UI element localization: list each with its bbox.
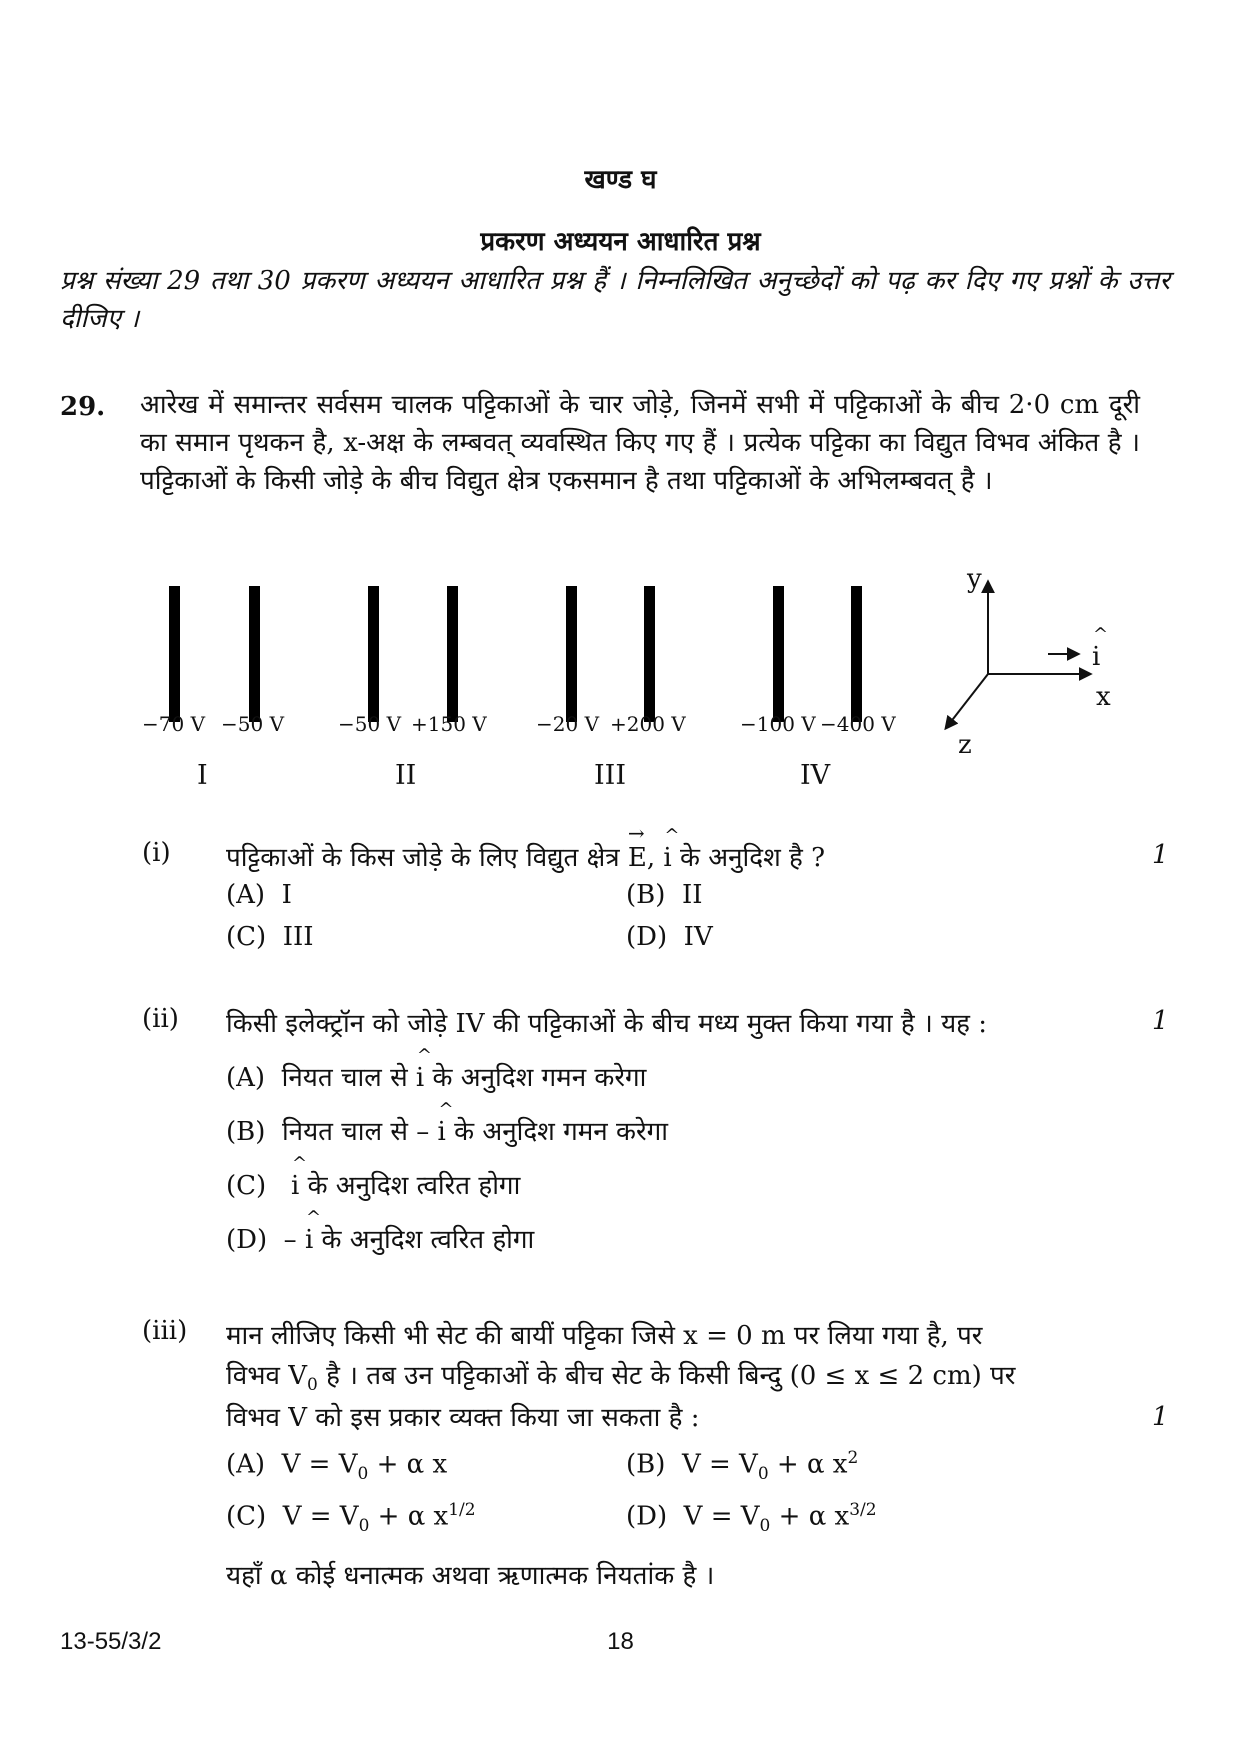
option-d: (D) $V = V_0 + \alpha$ $x^{3/2}$ — [626, 1500, 877, 1536]
plate-IV-right — [851, 586, 862, 722]
option-a: (A) नियत चाल से ^ i के अनुदिश गमन करेगा — [226, 1058, 646, 1094]
marks: 1 — [1152, 1006, 1169, 1036]
marks: 1 — [1152, 840, 1169, 870]
y-axis-label: y — [967, 564, 982, 594]
question-text: आरेख में समान्तर सर्वसम चालक पट्टिकाओं के चार जोड़े, जिनमें सभी में पट्टिकाओं के बीच 2·0 cm दूरी का समान पृथकन है, x-अक्ष के लम्बवत् व्यवस्थित किए गए हैं । प्रत्येक पट्टिका का विद्युत विभव अंकित है । पट्टिकाओं के किसी जोड़े के बीच विद्युत क्षेत्र एकसमान है तथा पट्टिकाओं के अभिलम्बवत् है । — [140, 390, 1140, 496]
sub-i-question — [226, 838, 825, 874]
z-axis — [946, 674, 988, 728]
option-b: (B) II — [626, 880, 703, 910]
option-a: (A) I — [226, 880, 292, 910]
sub-ii-label: (ii) — [142, 1004, 179, 1034]
voltage-label: −100 V — [740, 712, 816, 736]
sub-i-label: (i) — [142, 838, 171, 868]
sub-iii-line2: विभव $V_0$ है । तब उन पट्टिकाओं के बीच सेट के किसी बिन्दु (0 ≤ x ≤ 2 cm) पर — [226, 1361, 1016, 1396]
x-axis-label: x — [1096, 682, 1111, 712]
plate-III-left — [566, 586, 577, 722]
unit-vector-label: ^ i — [1092, 642, 1100, 672]
sub-ii-question: किसी इलेक्ट्रॉन को जोड़े IV की पट्टिकाओं के बीच मध्य मुक्त किया गया है । यह : — [226, 1009, 987, 1039]
plate-I-right — [249, 586, 260, 722]
pair-label: II — [395, 760, 417, 791]
option-b: (B) नियत चाल से – ^ i के अनुदिश गमन करेगा — [226, 1112, 668, 1148]
comma: , — [646, 843, 656, 873]
plate-II-right — [447, 586, 458, 722]
pair-label: IV — [800, 760, 831, 791]
option-b: (B) $V = V_0 + \alpha$ $x^2$ — [626, 1448, 859, 1484]
sub-iii-line1: मान लीजिए किसी भी सेट की बायीं पट्टिका जिसे x = 0 m पर लिया गया है, पर — [226, 1321, 983, 1351]
voltage-label: −20 V — [536, 712, 600, 736]
paper-code: 13-55/3/2 — [60, 1628, 162, 1655]
voltage-label: +200 V — [610, 712, 686, 736]
pair-label: III — [594, 760, 626, 791]
unit-vector-i: ^ i — [663, 843, 671, 873]
option-a: (A) $V = V_0 + \alpha$ x — [226, 1449, 448, 1484]
question-number: 29. — [60, 392, 106, 422]
vector-e: → E — [628, 843, 647, 873]
section-instruction: प्रश्न संख्या 29 तथा 30 प्रकरण अध्ययन आधारित प्रश्न हैं । निम्नलिखित अनुच्छेदों को पढ़ कर दिए गए प्रश्नों के उत्तर दीजिए । — [60, 266, 1170, 334]
option-c: (C) ^ i के अनुदिश त्वरित होगा — [226, 1166, 520, 1202]
option-c: (C) III — [226, 922, 314, 952]
plate-IV-left — [773, 586, 784, 722]
plate-I-left — [169, 586, 180, 722]
voltage-label: +150 V — [411, 712, 487, 736]
marks: 1 — [1152, 1402, 1169, 1432]
plate-III-right — [644, 586, 655, 722]
voltage-label: −400 V — [820, 712, 896, 736]
plate-II-left — [368, 586, 379, 722]
sub-iii-label: (iii) — [142, 1316, 188, 1346]
section-subtitle: प्रकरण अध्ययन आधारित प्रश्न — [480, 227, 761, 257]
option-d: (D) IV — [626, 922, 713, 952]
voltage-label: −50 V — [338, 712, 402, 736]
sub-iii-note: यहाँ α कोई धनात्मक अथवा ऋणात्मक नियतांक है । — [226, 1561, 715, 1591]
voltage-label: −70 V — [142, 712, 206, 736]
page-number: 18 — [607, 1628, 634, 1655]
sub-iii-line3: विभव V को इस प्रकार व्यक्त किया जा सकता है : — [226, 1403, 700, 1433]
section-title: खण्ड घ — [584, 165, 657, 195]
option-d: (D) – ^ i के अनुदिश त्वरित होगा — [226, 1220, 534, 1256]
pair-label: I — [197, 760, 208, 791]
z-axis-label: z — [958, 730, 972, 760]
voltage-label: −50 V — [221, 712, 285, 736]
option-c: (C) $V = V_0 + \alpha$ $x^{1/2}$ — [226, 1500, 476, 1536]
sub-i-text-part2: के अनुदिश है ? — [680, 843, 826, 873]
sub-i-text-part1: पट्टिकाओं के किस जोड़े के लिए विद्युत क्षेत्र — [226, 843, 620, 873]
